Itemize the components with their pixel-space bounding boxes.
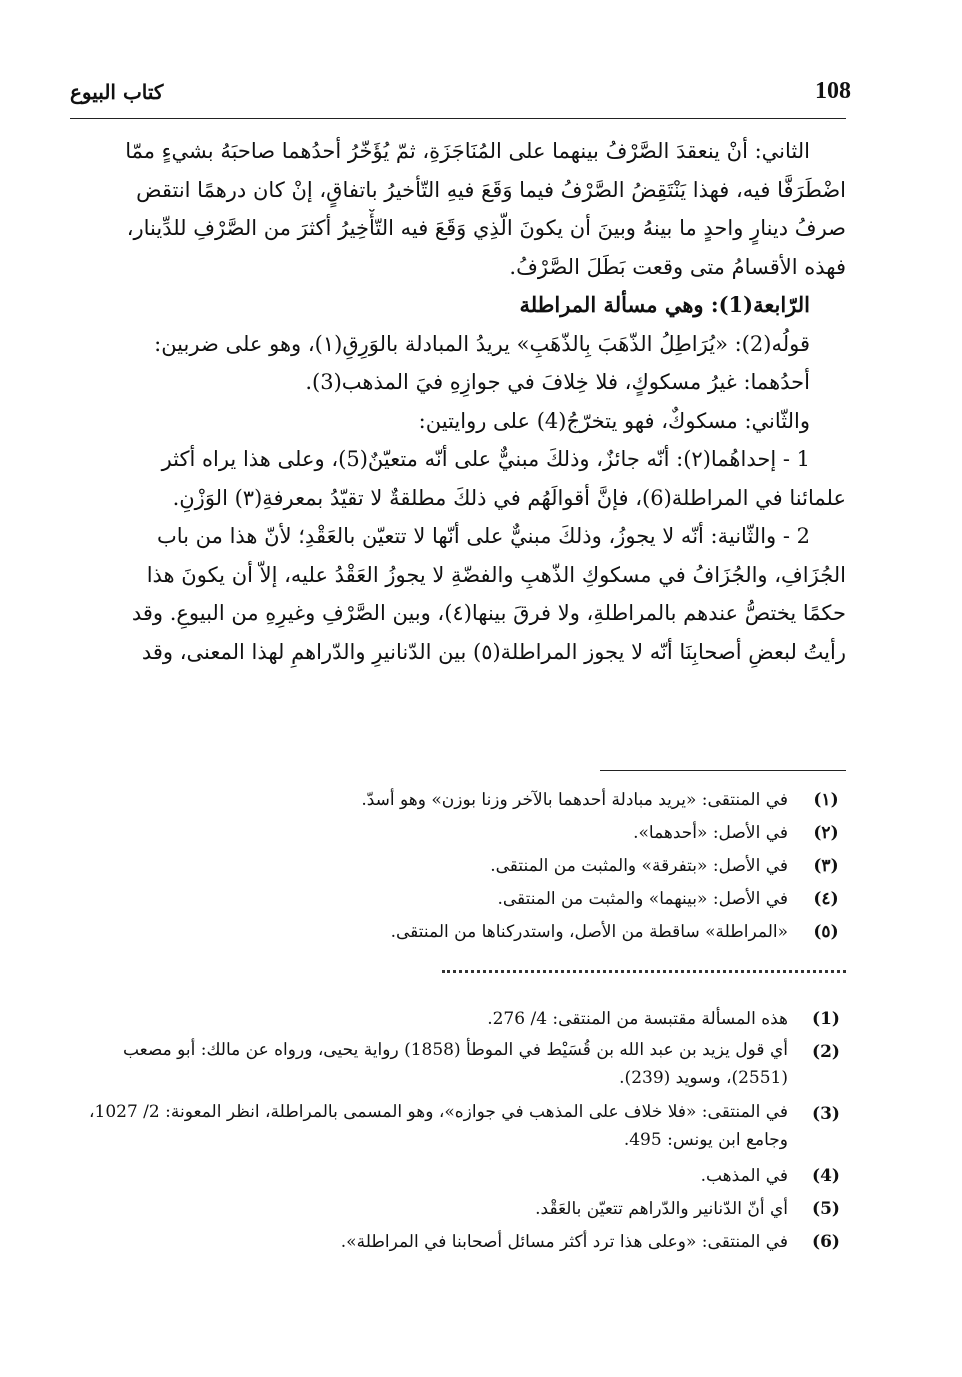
footnote-number: (٣) [813, 856, 839, 876]
text-line: حكمًا يختصُّ عندهم بالمراطلةِ، ولا فرقَ بينها(٤)، وبين الصَّرْفِ وغيرِهِ من البيوعِ. وقد [131, 601, 846, 625]
footnote-separator [600, 770, 846, 771]
text-line: اضْطَرَفَّا فيه، فهذا يَنْتَقِضُ الصَّرْفُ فيما وَقَعَ فيهِ التّأخيرُ باتفاقٍ، إنْ كان درهمًا انتقض [136, 177, 846, 202]
footnote-number: (6) [812, 1232, 840, 1252]
text-line: علمائنا في المراطلة(6)، فإنَّ أقوالَهُم في ذلكَ مطلقةٌ لا تقيّدُ بمعرفةِ(٣) الوَزْنِ. [172, 485, 846, 510]
footnote-number: (4) [812, 1166, 840, 1186]
footnotes-edition [70, 784, 846, 949]
footnote-text: هذه المسألة مقتبسة من المنتقى: 4/ 276. [487, 1009, 788, 1029]
footnote-text: أي قول يزيد بن عبد الله بن قُسَيْط في الموطأ (1858) رواية يحيى، ورواه عن مالك: أبو مصعب (2551)، وسويد (239). [122, 1040, 788, 1088]
footnote-text: في الأصل: «بينهما» والمثبت من المنتقى. [497, 889, 788, 909]
section-heading: الرّابعة(1): وهي مسألة المراطلة [519, 292, 810, 317]
footnote-number: (2) [812, 1042, 840, 1062]
footnote [70, 1098, 846, 1154]
footnote-text: في المذهب. [700, 1166, 788, 1186]
footnote-text: في الأصل: «بتفرقة» والمثبت من المنتقى. [490, 856, 788, 876]
main-text [70, 132, 846, 671]
footnotes-editor [70, 1003, 846, 1259]
footnote-number: (٤) [813, 889, 839, 909]
footnote-text: في المنتقى: «يريد مبادلة أحدهما بالآخر وزنا بوزن» وهو أسدّ. [361, 790, 788, 810]
text-line: 2 - والثّانية: أنّه لا يجوزُ، وذلكَ مبنيٌّ على أنّها لا تتعيّن بالعَقْدِ؛ لأنّ هذا من باب [156, 524, 810, 548]
dotted-separator [442, 970, 846, 973]
footnote [70, 817, 846, 850]
footnote [70, 1193, 846, 1226]
text-line: الجُزَافِ، والجُزَافُ في مسكوكِ الذّهبِ والفضّةِ لا يجوزُ العَقْدُ عليه، إلاّ أن يكونَ هذا [146, 562, 846, 587]
page-number: 108 [815, 78, 851, 104]
footnote-text: «المراطلة» ساقطة من الأصل، واستدركناها من المنتقى. [390, 922, 788, 942]
footnote [70, 1036, 846, 1092]
footnote [70, 784, 846, 817]
footnote [70, 850, 846, 883]
footnote-text: في المنتقى: «فلا خلاف على المذهب في جوازه»، وهو المسمى بالمراطلة، انظر المعونة: 2/ 1027، وجامع ابن يونس: 495. [89, 1102, 788, 1150]
footnote-text: أي أنّ الدّنانير والدّراهم تتعيّن بالعَقْد. [535, 1199, 788, 1219]
text-line: أحدُهما: غيرُ مسكوكٍ، فلا خِلافَ في جوازِهِ فيَ المذهب(3). [305, 370, 810, 394]
text-line: رأيتُ لبعضِ أصحابِنَا أنّه لا يجوز المراطلة(٥) بين الدّنانيرِ والدّراهمِ لهذا المعنى، وقد [141, 639, 846, 664]
page-header [70, 78, 851, 118]
footnote-number: (3) [812, 1104, 840, 1124]
text-line: الثاني: أنْ ينعقدَ الصَّرْفُ بينهما على المُنَاجَزَةِ، ثمّ يُؤَخّرُ أحدُهما صاحبَهُ بشيءٍ ممّا [125, 139, 810, 163]
footnote-number: (٢) [813, 823, 839, 843]
footnote [70, 883, 846, 916]
footnote [70, 1160, 846, 1193]
header-rule [70, 118, 846, 119]
footnote [70, 1003, 846, 1036]
footnote [70, 1226, 846, 1259]
text-line: 1 - إحداهُما(٢): أنّه جائزٌ، وذلكَ مبنيٌّ على أنّه متعيّنٌ(5)، وعلى هذا يراه أكثر [161, 447, 810, 471]
footnote [70, 916, 846, 949]
footnote-number: (5) [812, 1199, 840, 1219]
footnote-number: (١) [813, 790, 839, 810]
text-line: قولُه(2): «يُرَاطِلُ الذّهَبَ بِالذّهَبِ» يريدُ المبادلة بالوَرِقِ(١)، وهو على ضربين: [154, 331, 810, 356]
footnote-text: في المنتقى: «وعلى هذا ترد أكثر مسائل أصحابنا في المراطلة». [340, 1232, 788, 1252]
text-line: فهذه الأقسامُ متى وقعت بَطَلَ الصَّرْفُ. [509, 254, 846, 279]
text-line: والثّاني: مسكوكٌ، فهو يتخرّجُ(4) على روايتين: [418, 408, 810, 433]
running-title: كتاب البيوع [70, 80, 164, 104]
text-line: صرفُ دينارٍ واحدٍ ما بينهُ وبينَ أن يكونَ الّذِي وَقَعَ فيه التّأْخِيرُ أكثرَ من الصَّرْفِ للدِّينار، [126, 216, 846, 240]
footnote-number: (1) [812, 1009, 840, 1029]
footnote-text: في الأصل: «أحدهما». [633, 823, 788, 843]
footnote-number: (٥) [813, 922, 839, 942]
